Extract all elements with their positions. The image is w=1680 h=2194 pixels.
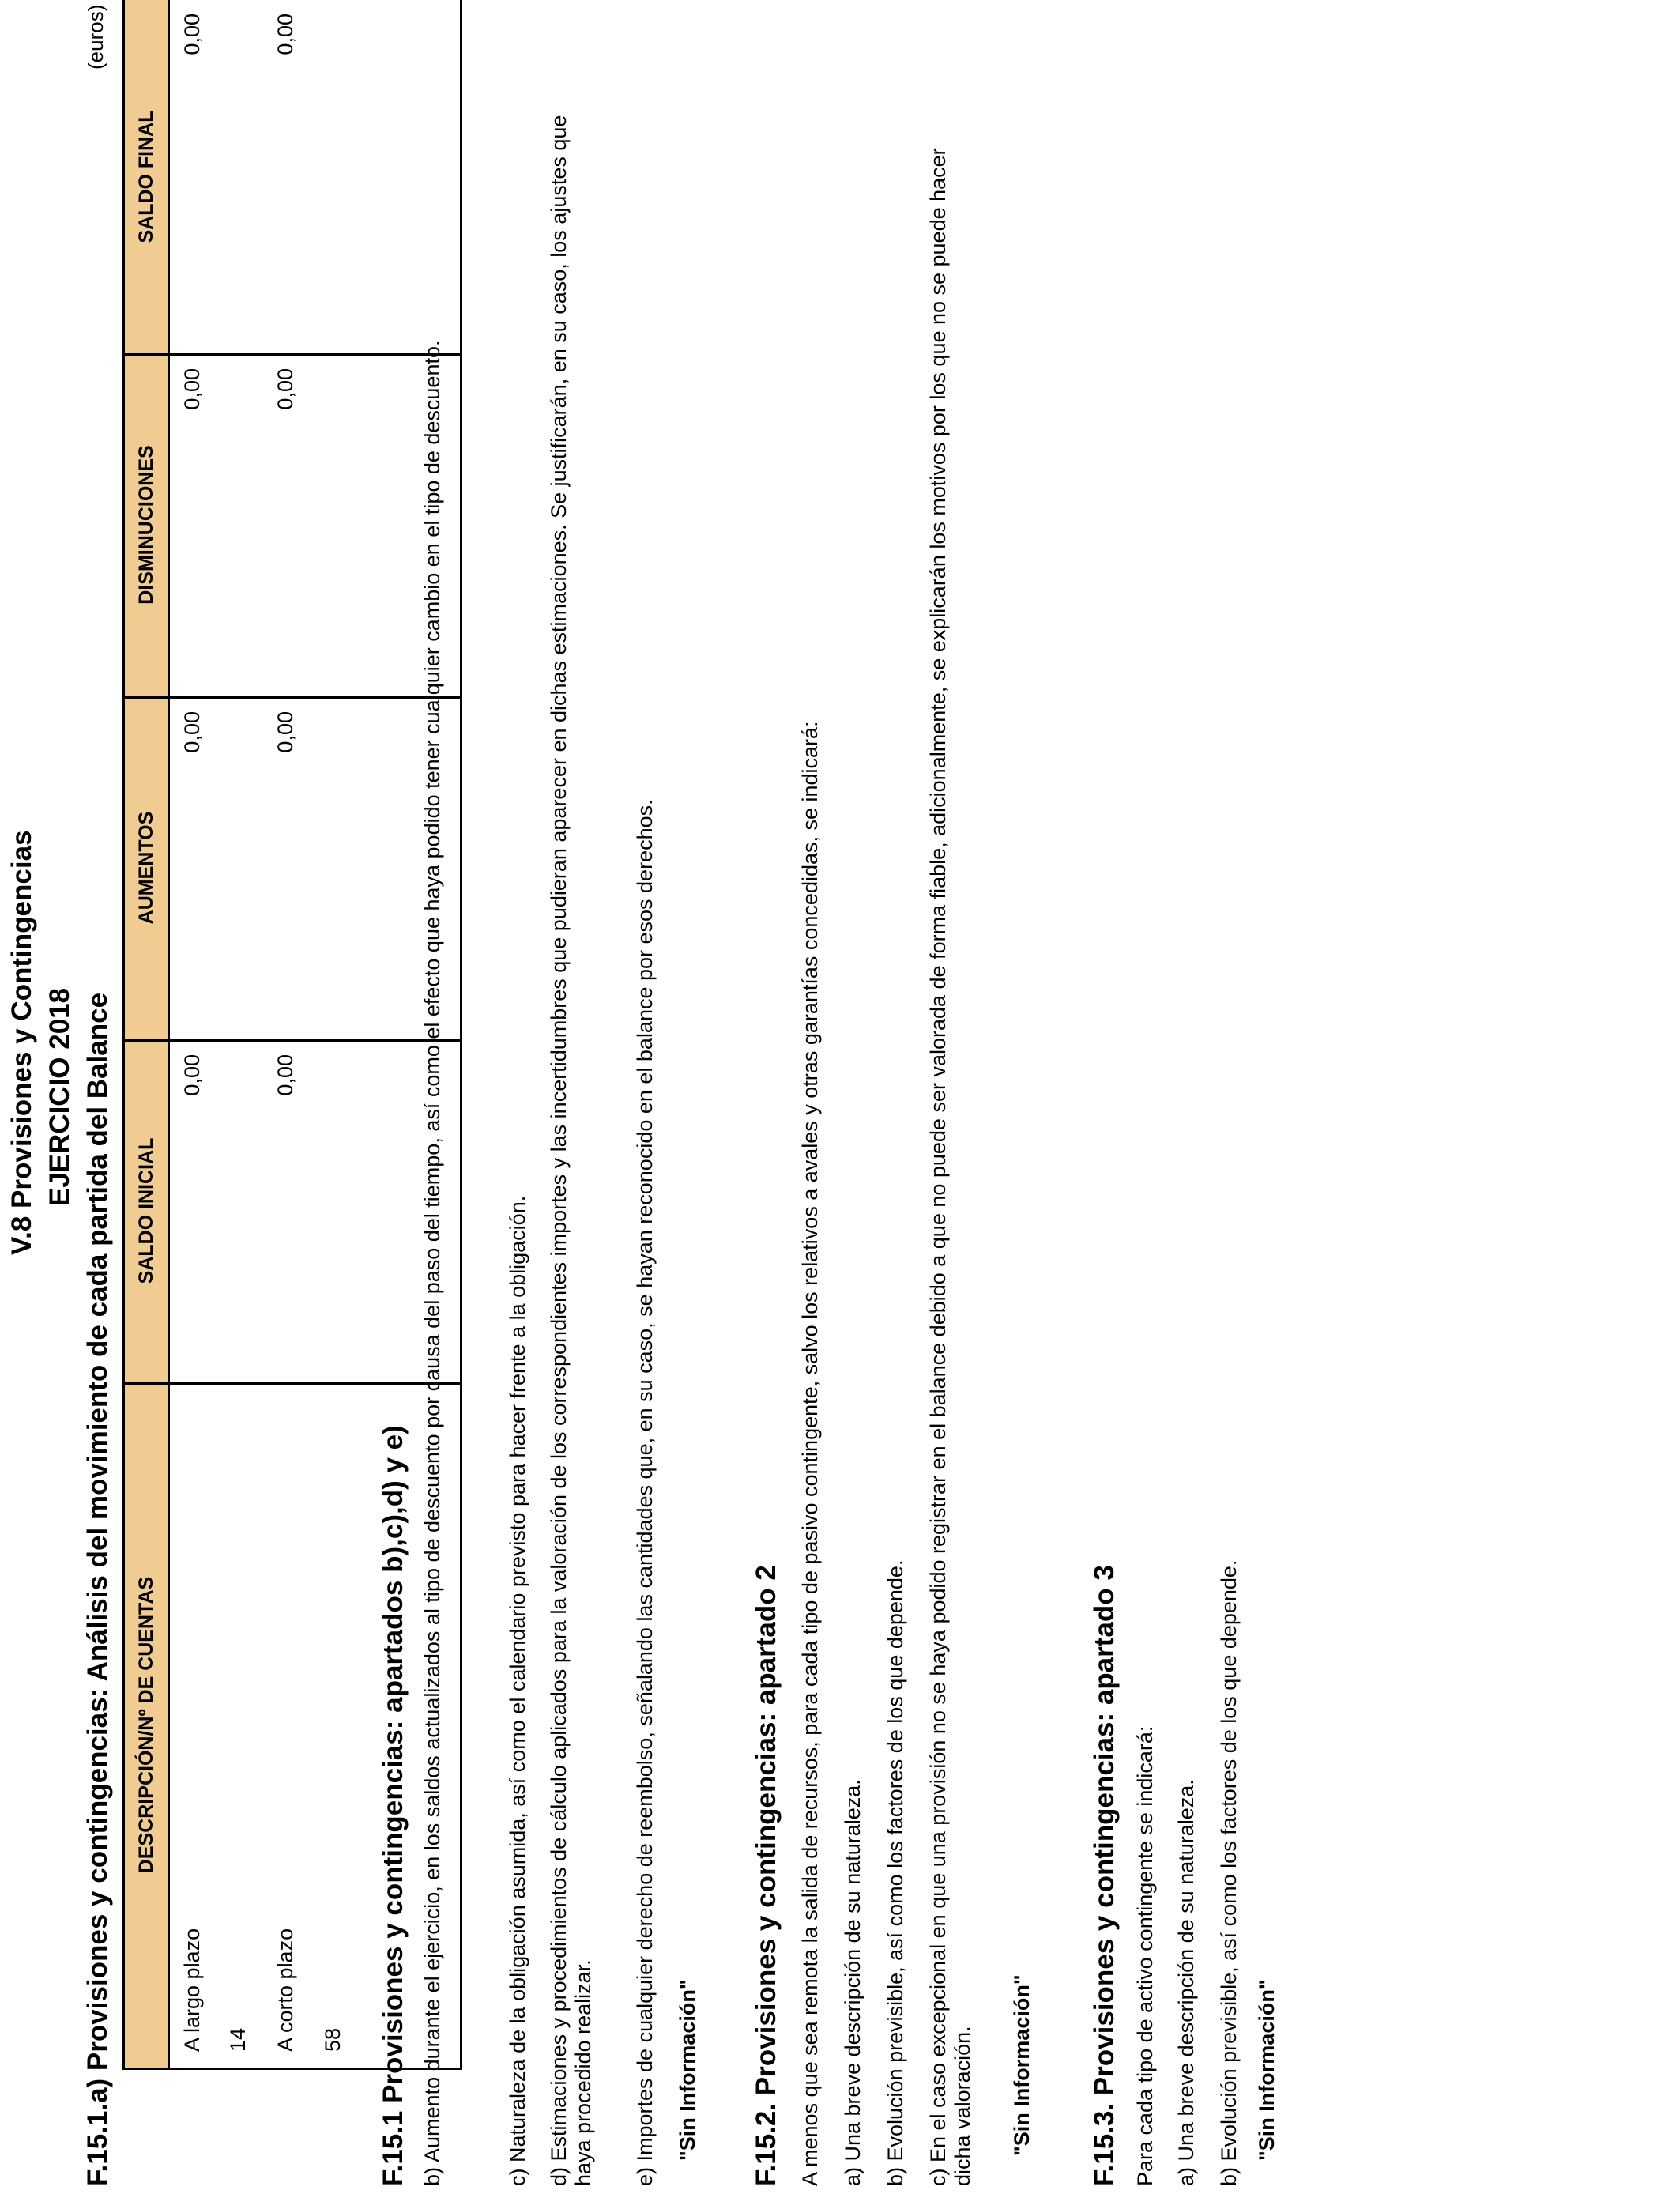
section-a-title: F.15.1.a) Provisiones y contingencias: Análisis del movimiento de cada partida del Balance [82,992,113,2186]
section-2-title: F.15.2. Provisiones y contingencias: apartado 2 [751,1565,782,2186]
table-divider [125,1382,460,1385]
section-2-item-b: b) Evolución previsible, así como los factores de los que depende. [883,1559,907,2186]
page-year: EJERCICIO 2018 [44,987,75,1207]
section-3-intro: Para cada tipo de activo contingente se indicará: [1133,1725,1157,2186]
col-header-disminuciones: DISMINUCIONES [125,353,170,696]
largo-saldo-final: 0,00 [180,13,204,55]
corto-disminuciones: 0,00 [273,368,297,410]
table-divider [125,1039,460,1042]
section-3-no-info: "Sin Información" [1255,1979,1279,2161]
section-1-item-c: c) Naturaleza de la obligación asumida, así como el calendario previsto para hacer frente a la obligación. [506,1195,529,2186]
table-divider [125,696,460,699]
col-header-aumentos: AUMENTOS [125,696,170,1039]
section-1-no-info: "Sin Información" [676,1979,699,2161]
section-1-item-b: b) Aumento durante el ejercicio, en los saldos actualizados al tipo de descuento por causa del paso del tiempo, así como el efecto que haya podido tener cualquier cambio en el tipo de descuento. [420,340,444,2186]
section-3-item-b: b) Evolución previsible, así como los factores de los que depende. [1217,1559,1241,2186]
largo-disminuciones: 0,00 [180,368,204,410]
row-label-largo-plazo: A largo plazo [180,1928,204,2052]
col-header-descripcion: DESCRIPCIÓN/Nº DE CUENTAS [125,1382,170,2068]
row-account-corto-plazo: 58 [321,2027,345,2052]
corto-aumentos: 0,00 [273,711,297,753]
section-3-item-a: a) Una breve descripción de su naturaleza. [1174,1779,1198,2186]
section-2-item-a: a) Una breve descripción de su naturaleza. [841,1779,864,2186]
section-3-title: F.15.3. Provisiones y contingencias: apartado 3 [1089,1565,1120,2186]
largo-saldo-inicial: 0,00 [180,1054,204,1096]
page-title: V.8 Provisiones y Contingencias [6,830,37,1255]
corto-saldo-final: 0,00 [273,13,297,55]
section-2-no-info: "Sin Información" [1010,1974,1034,2156]
row-account-largo-plazo: 14 [226,2027,250,2052]
col-header-saldo-inicial: SALDO INICIAL [125,1039,170,1382]
largo-aumentos: 0,00 [180,711,204,753]
col-header-saldo-final: SALDO FINAL [125,0,170,353]
units-label: (euros) [84,4,107,70]
corto-saldo-inicial: 0,00 [273,1054,297,1096]
table-divider [125,353,460,356]
row-label-corto-plazo: A corto plazo [273,1928,297,2052]
section-1-item-e: e) Importes de cualquier derecho de reembolso, señalando las cantidades que, en su caso, se hayan reconocido en el balance por esos derechos. [633,799,657,2186]
section-2-item-c: c) En el caso excepcional en que una provisión no se haya podido registrar en el balance debido a que no puede ser valorada de forma fiable, adicionalmente, se explicarán los motivos por los que no se puede hacer dicha valoración. [926,148,974,2186]
provisions-table [122,0,462,2070]
section-1-item-d: d) Estimaciones y procedimientos de cálculo aplicados para la valoración de los correspondientes importes y las incertidumbres que pudieran aparecer en dichas estimaciones. Se justificarán, en su caso, los ajustes que haya procedido realizar. [547,115,595,2186]
section-1-title: F.15.1 Provisiones y contingencias: apartados b),c),d) y e) [378,1425,409,2186]
section-2-intro: A menos que sea remota la salida de recursos, para cada tipo de pasivo contingente, salvo los relativos a avales y otras garantías concedidas, se indicará: [798,721,822,2186]
